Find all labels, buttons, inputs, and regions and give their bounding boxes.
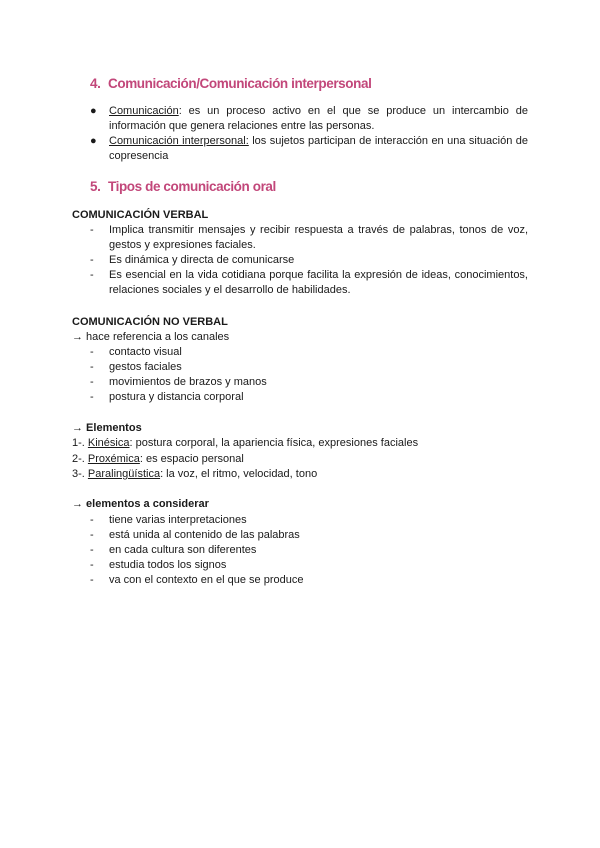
section-4-number: 4.	[90, 76, 101, 91]
no-verbal-title: COMUNICACIÓN NO VERBAL	[72, 316, 228, 328]
list-item-text: gestos faciales	[109, 361, 182, 373]
list-item-text: estudia todos los signos	[109, 559, 227, 571]
bullet-term: Comunicación	[109, 105, 179, 117]
considerar-list	[90, 513, 528, 588]
list-item-text: Es esencial en la vida cotidiana porque facilita la expresión de ideas, conocimientos, relaciones sociales y el desarrollo de habilidades.	[109, 269, 528, 296]
section-4-title: Comunicación/Comunicación interpersonal	[108, 76, 372, 91]
list-item	[72, 436, 418, 452]
item-text: : la voz, el ritmo, velocidad, tono	[160, 468, 318, 480]
elementos-title: → Elementos	[72, 422, 142, 434]
dash-marker: -	[90, 514, 94, 526]
bullet-term: Comunicación interpersonal:	[109, 135, 249, 147]
list-item	[72, 452, 418, 468]
list-item-text: movimientos de brazos y manos	[109, 376, 267, 388]
list-item-text: está unida al contenido de las palabras	[109, 529, 300, 541]
verbal-list	[90, 223, 528, 298]
list-item	[90, 513, 528, 528]
dash-marker: -	[90, 544, 94, 556]
list-item	[90, 360, 528, 375]
list-item	[90, 268, 528, 298]
list-item	[90, 345, 528, 360]
item-term: Kinésica	[87, 437, 130, 449]
section-4-heading	[90, 76, 371, 91]
section-4-bullet-list	[90, 104, 528, 164]
verbal-title: COMUNICACIÓN VERBAL	[72, 209, 209, 221]
list-item-text: Implica transmitir mensajes y recibir respuesta a través de palabras, tonos de voz, gestos y expresiones faciales.	[109, 224, 528, 251]
bullet-item	[90, 104, 528, 134]
bullet-item	[90, 134, 528, 164]
list-item	[90, 223, 528, 253]
section-5-number: 5.	[90, 179, 101, 194]
item-term: Paralingüística	[87, 468, 161, 480]
bullet-text: los sujetos participan de interacción en una situación de copresencia	[109, 135, 528, 162]
item-prefix: 3-.	[72, 468, 88, 480]
item-prefix: 2-.	[72, 452, 88, 465]
item-term: Proxémica	[87, 452, 140, 465]
no-verbal-intro: → hace referencia a los canales	[72, 331, 230, 343]
bullet-dot: ●	[90, 105, 97, 117]
dash-marker: -	[90, 254, 94, 266]
list-item	[90, 528, 528, 543]
list-item-text: va con el contexto en el que se produce	[109, 574, 304, 586]
no-verbal-list	[90, 345, 528, 405]
dash-marker: -	[90, 391, 94, 403]
dash-marker: -	[90, 559, 94, 571]
section-5-heading	[90, 179, 276, 194]
list-item-text: postura y distancia corporal	[109, 391, 244, 403]
list-item	[90, 390, 528, 405]
dash-marker: -	[90, 376, 94, 388]
dash-marker: -	[90, 574, 94, 586]
list-item-text: tiene varias interpretaciones	[109, 514, 247, 526]
list-item-text: Es dinámica y directa de comunicarse	[109, 254, 295, 266]
item-text: : postura corporal, la apariencia física, expresiones faciales	[129, 437, 419, 449]
list-item	[90, 558, 528, 573]
list-item	[72, 467, 418, 483]
dash-marker: -	[90, 361, 94, 373]
list-item	[90, 375, 528, 390]
dash-marker: -	[90, 529, 94, 541]
item-prefix: 1-.	[72, 437, 88, 449]
list-item	[90, 543, 528, 558]
section-5-title: Tipos de comunicación oral	[108, 179, 276, 194]
considerar-title: → elementos a considerar	[72, 498, 209, 510]
item-text: : es espacio personal	[139, 452, 244, 465]
list-item	[90, 253, 528, 268]
bullet-dot: ●	[90, 135, 97, 147]
elementos-list	[72, 436, 418, 483]
bullet-text: : es un proceso activo en el que se produce un intercambio de información que genera relaciones entre las personas.	[109, 105, 528, 132]
dash-marker: -	[90, 224, 94, 236]
list-item-text: contacto visual	[109, 346, 182, 358]
list-item	[90, 573, 528, 588]
list-item-text: en cada cultura son diferentes	[109, 544, 257, 556]
dash-marker: -	[90, 269, 94, 281]
dash-marker: -	[90, 346, 94, 358]
